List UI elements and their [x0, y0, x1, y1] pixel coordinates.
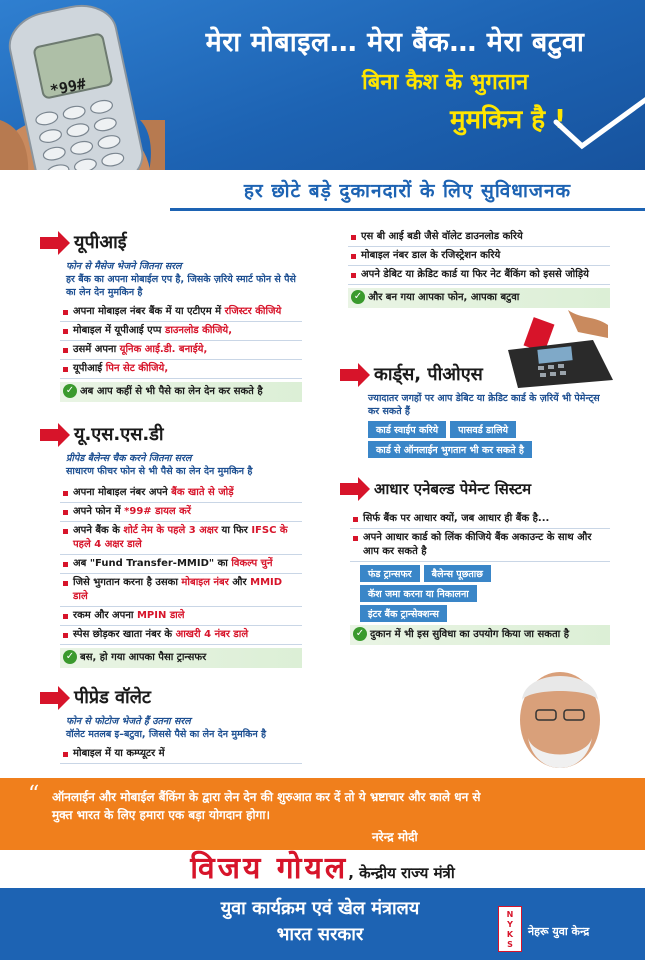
list-item	[60, 360, 302, 379]
ussd-heading	[40, 420, 178, 450]
ussd-section	[40, 420, 302, 668]
bullet-text: "Fund Transfer-MMID"	[89, 558, 215, 569]
quote-band	[0, 778, 645, 850]
nyks-letters: NYKS	[506, 910, 514, 949]
wallet-steps-section	[348, 228, 610, 308]
list-item	[60, 322, 302, 341]
upi-section	[40, 228, 302, 402]
bullet-text: अब	[73, 558, 90, 569]
bullet-text: या फिर	[218, 525, 252, 536]
bullet-highlight: रजिस्टर कीजिये	[224, 306, 282, 317]
bullet-text: अपने फोन में	[73, 506, 125, 517]
quote-text: ऑनलाईन और मोबाईल बैंकिंग के द्वारा लेन देन की शुरुआत कर दें तो ये भ्रष्टाचार और काले धन से मुक्त भारत के लिए हमारा एक बड़ा योगदान होगा।	[52, 790, 481, 822]
bullet-highlight: डाउनलोड कीजिये,	[164, 325, 233, 336]
cards-desc: ज्यादातर जगहों पर आप डेबिट या क्रेडिट कार्ड के ज़रियें भी पेमेन्ट्स कर सकते हैं	[368, 393, 600, 417]
aadhaar-section	[340, 474, 610, 645]
cards-heading	[340, 360, 497, 390]
nyks-label: नेहरू युवा केन्द्र	[528, 925, 590, 938]
bullet-highlight: यूनिक आई.डी. बनाईये,	[119, 344, 208, 355]
list-item	[348, 247, 610, 266]
list-item	[60, 341, 302, 360]
tagline-band	[170, 173, 645, 211]
cards-heading-label: कार्ड्स, पीओएस	[374, 364, 483, 385]
ministry-band	[0, 888, 645, 960]
ussd-tagline: प्रीपेड बैलेन्स चैक करने जितना सरल	[66, 453, 192, 464]
check-icon	[552, 94, 645, 154]
done-text: और बन गया आपका फोन, आपका बटुवा	[368, 292, 520, 303]
minister-name: विजय गोयल	[190, 851, 349, 886]
check-icon: ✓	[63, 384, 77, 398]
quote-author: नरेन्द्र मोदी	[372, 830, 418, 844]
bullet-text: अपना मोबाइल नंबर बैंक में या एटीएम में	[73, 306, 225, 317]
prepaid-tagline: फोन से फोटोज भेजते हैं उतना सरल	[66, 716, 191, 727]
bullet-text: अपने डेबिट या क्रेडिट कार्ड या फिर नेट बैंकिंग को इससे जोड़िये	[361, 269, 589, 280]
list-item	[60, 303, 302, 322]
ussd-desc: साधारण फीचर फोन से भी पैसे का लेन देन मुमकिन है	[66, 466, 253, 477]
bullet-text: मोबाइल में यूपीआई एप्प	[73, 325, 165, 336]
bullet-highlight: मोबाइल नंबर	[181, 577, 229, 588]
done-item	[60, 382, 302, 402]
aadhaar-pill: फंड ट्रान्सफर	[360, 565, 420, 582]
list-item	[60, 503, 302, 522]
list-item	[60, 555, 302, 574]
ministry-name	[165, 896, 475, 948]
prepaid-heading	[40, 683, 165, 713]
subtitle-line2: मुमकिन है !	[450, 105, 566, 135]
tagline-text: हर छोटे बड़े दुकानदारों के लिए सुविधाजनक	[243, 180, 572, 202]
check-icon: ✓	[63, 650, 77, 664]
arrow-icon	[40, 231, 70, 255]
bullet-highlight: आखरी 4 नंबर डाले	[175, 629, 249, 640]
bullet-highlight: *99# डायल करें	[124, 506, 191, 517]
bullet-text: अपना मोबाइल नंबर अपने	[73, 487, 172, 498]
minister-band	[0, 850, 645, 888]
quote-mark-icon: “	[28, 782, 40, 807]
aadhaar-heading-label: आधार एनेबल्ड पेमेन्ट सिस्टम	[374, 480, 532, 498]
aadhaar-pill: बैलेन्स पूछताछ	[424, 565, 491, 582]
arrow-icon	[340, 363, 370, 387]
bullet-text: सिर्फ बैंक पर आधार क्यों, जब आधार ही बैंक है...	[363, 513, 550, 524]
bullet-highlight: बैंक खाते से जोड़ें	[171, 487, 234, 498]
cards-pill: कार्ड से ऑनलाईन भुगतान भी कर सकते है	[368, 441, 532, 458]
ministry-line1: युवा कार्यक्रम एवं खेल मंत्रालय	[220, 898, 420, 919]
list-item	[60, 626, 302, 645]
bullet-text: उसमें अपना	[73, 344, 120, 355]
bullet-text: मोबाइल में या कम्प्यूटर में	[73, 748, 165, 759]
bullet-text: एस बी आई बडी जैसे वॉलेट डाउनलोड करिये	[361, 231, 523, 242]
done-item	[350, 625, 610, 645]
list-item	[60, 607, 302, 626]
done-item	[348, 288, 610, 308]
bullet-highlight: विकल्प चुनें	[231, 558, 273, 569]
check-icon: ✓	[353, 627, 367, 641]
aadhaar-pill: इंटर बैंक ट्रान्सेक्शन्स	[360, 605, 447, 622]
done-item	[60, 648, 302, 668]
bullet-highlight: IFSC के पहले 4 अक्षर डाले	[73, 525, 288, 550]
list-item	[348, 228, 610, 247]
cards-pill: कार्ड स्वाईप करिये	[368, 421, 446, 438]
subtitle-line1: बिना कैश के भुगतान	[362, 70, 529, 95]
prepaid-heading-label: पीप्रेड वॉलेट	[74, 687, 151, 708]
done-text: दुकान में भी इस सुविधा का उपयोग किया जा सकता है	[370, 629, 570, 640]
aadhaar-pill: कॅश जमा करना या निकालना	[360, 585, 477, 602]
list-item	[60, 574, 302, 607]
cards-pill: पासवर्ड डालिये	[450, 421, 516, 438]
phone-screen-text: *99#	[48, 74, 88, 100]
page-title: मेरा मोबाइल… मेरा बैंक… मेरा बटुवा	[205, 27, 585, 58]
arrow-icon	[40, 423, 70, 447]
ministry-line2: भारत सरकार	[276, 924, 364, 945]
bullet-text: जिसे भुगतान करना है उसका	[73, 577, 182, 588]
upi-heading-label: यूपीआई	[74, 232, 127, 253]
list-item	[348, 266, 610, 285]
bullet-text: अपने आधार कार्ड को लिंक कीजिये बैंक अकाउन्ट के साथ और आप कर सकते है	[363, 532, 592, 557]
bullet-text: मोबाइल नंबर डाल के रजिस्ट्रेशन करिये	[361, 250, 501, 261]
arrow-icon	[40, 686, 70, 710]
upi-desc: हर बैंक का अपना मोबाईल एप है, जिसके ज़रिये स्मार्ट फोन से पैसे का लेन देन मुमकिन है	[66, 274, 296, 298]
header-banner	[0, 0, 645, 170]
done-text: बस, हो गया आपका पैसा ट्रान्सफर	[80, 652, 207, 663]
list-item	[60, 484, 302, 503]
upi-tagline: फोन से मैसेज भेजने जितना सरल	[66, 261, 182, 272]
bullet-text: यूपीआई	[73, 363, 106, 374]
bullet-text: अपने बैंक के	[73, 525, 124, 536]
prepaid-desc: वॉलेट मतलब इ–बटुवा, जिससे पैसे का लेन देन मुमकिन है	[66, 729, 267, 740]
bullet-highlight: MMID डाले	[73, 577, 283, 602]
cards-section	[340, 360, 610, 458]
check-icon: ✓	[351, 290, 365, 304]
arrow-icon	[340, 477, 370, 501]
aadhaar-heading	[340, 474, 545, 504]
minister-role: , केन्द्रीय राज्य मंत्री	[348, 864, 455, 882]
bullet-text: का	[214, 558, 232, 569]
bullet-highlight: MPIN डाले	[136, 610, 185, 621]
prepaid-wallet-section	[40, 683, 302, 764]
nyks-logo	[498, 906, 522, 952]
list-item	[350, 529, 610, 562]
list-item	[60, 745, 302, 764]
bullet-text: और	[228, 577, 251, 588]
bullet-highlight: पिन सेट कीजिये,	[105, 363, 169, 374]
bullet-text: स्पेस छोड़कर खाता नंबर के	[73, 629, 176, 640]
list-item	[350, 510, 610, 529]
bullet-text: रकम और अपना	[73, 610, 137, 621]
list-item	[60, 522, 302, 555]
bullet-highlight: शोर्ट नेम के पहले 3 अक्षर	[123, 525, 219, 536]
done-text: अब आप कहीं से भी पैसे का लेन देन कर सकते है	[80, 386, 263, 397]
upi-heading	[40, 228, 141, 258]
ussd-heading-label: यू.एस.एस.डी	[74, 424, 164, 445]
